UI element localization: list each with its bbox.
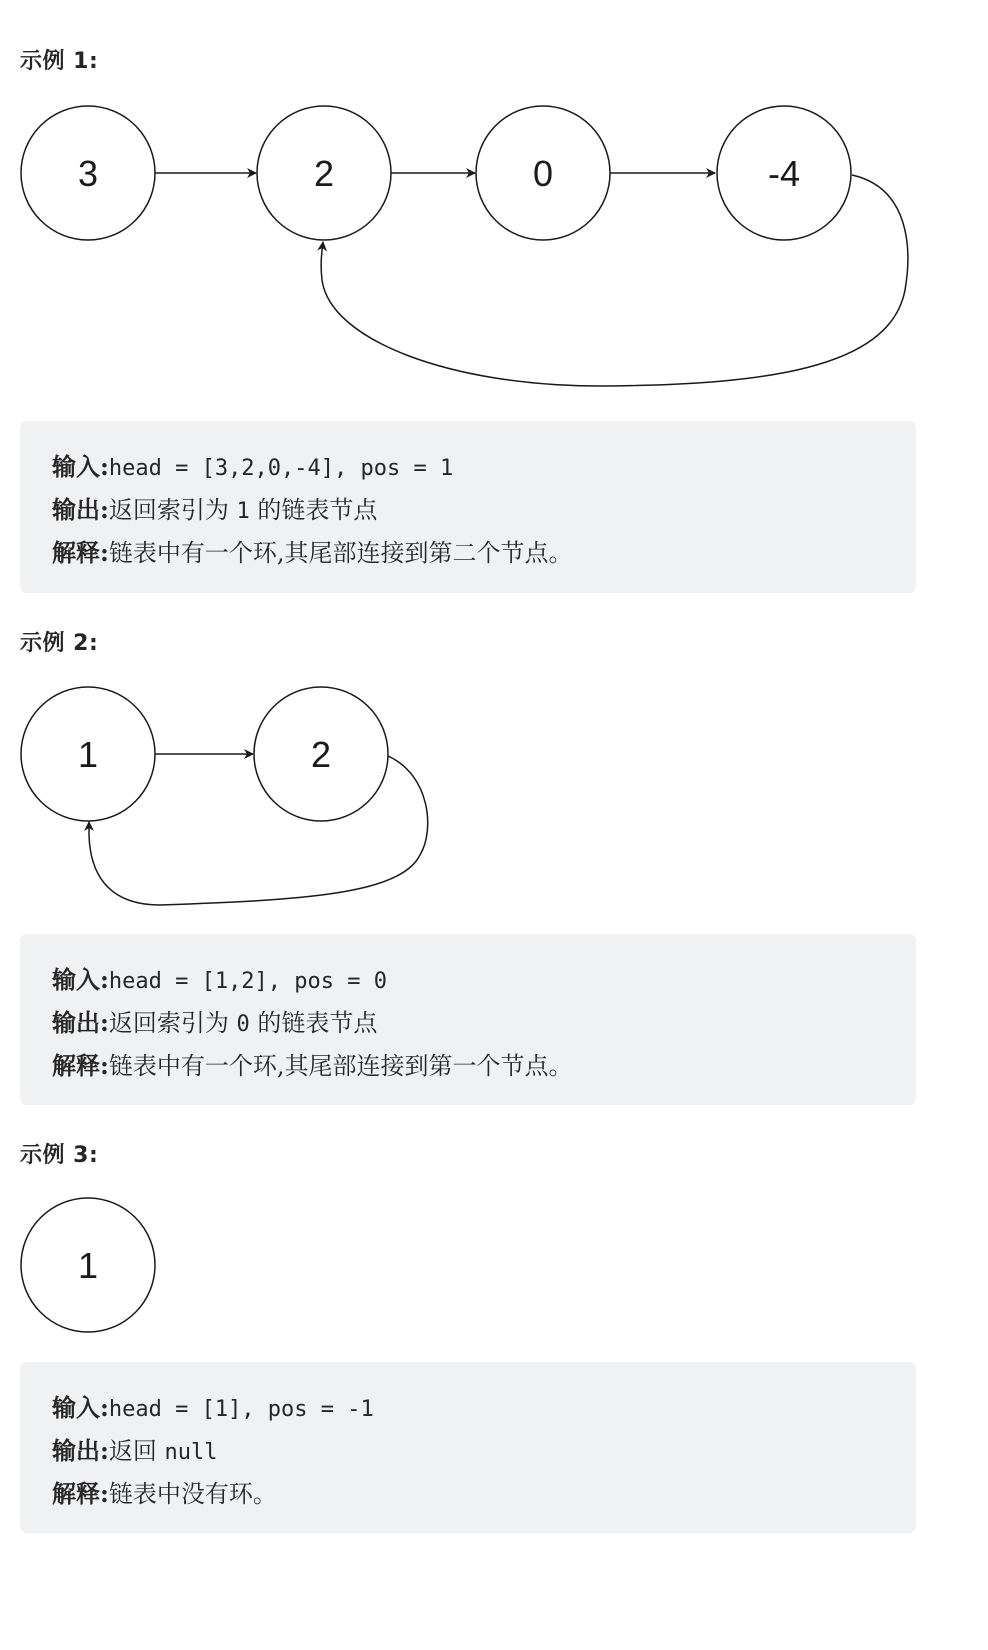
svg-text:1: 1	[77, 1245, 99, 1286]
explain-line: 解释:链表中有一个环,其尾部连接到第一个节点。	[52, 1051, 573, 1080]
svg-text:-4: -4	[767, 153, 801, 194]
node-2	[257, 106, 391, 240]
node-1	[21, 1198, 155, 1332]
example-2-code-block	[20, 934, 916, 1105]
example-3-code-block	[20, 1362, 916, 1533]
node-3	[21, 106, 155, 240]
input-line: 输入:head = [1], pos = -1	[52, 1393, 374, 1422]
explain-line: 解释:链表中有一个环,其尾部连接到第二个节点。	[52, 538, 573, 567]
example-1-code-block	[20, 421, 916, 593]
input-line: 输入:head = [1,2], pos = 0	[52, 965, 388, 994]
svg-text:1: 1	[77, 734, 99, 775]
node-1	[21, 687, 155, 821]
example-2-heading: 示例 2:	[20, 631, 99, 656]
output-line: 输出:返回 null	[52, 1436, 218, 1465]
output-line: 输出:返回索引为 0 的链表节点	[52, 1008, 378, 1037]
example-3-linked-list-diagram	[0, 1190, 200, 1340]
svg-text:2: 2	[310, 734, 332, 775]
example-1-linked-list-diagram	[0, 90, 988, 400]
output-line: 输出:返回索引为 1 的链表节点	[52, 495, 378, 524]
example-1-heading: 示例 1:	[20, 49, 99, 74]
svg-text:3: 3	[77, 153, 99, 194]
node-0	[476, 106, 610, 240]
explain-line: 解释:链表中没有环。	[52, 1479, 277, 1508]
svg-text:0: 0	[532, 153, 554, 194]
example-3-heading: 示例 3:	[20, 1143, 99, 1168]
node-2	[254, 687, 388, 821]
svg-text:2: 2	[313, 153, 335, 194]
example-2-linked-list-diagram	[0, 680, 500, 920]
node-neg4	[717, 106, 851, 240]
input-line: 输入:head = [3,2,0,-4], pos = 1	[52, 452, 454, 481]
